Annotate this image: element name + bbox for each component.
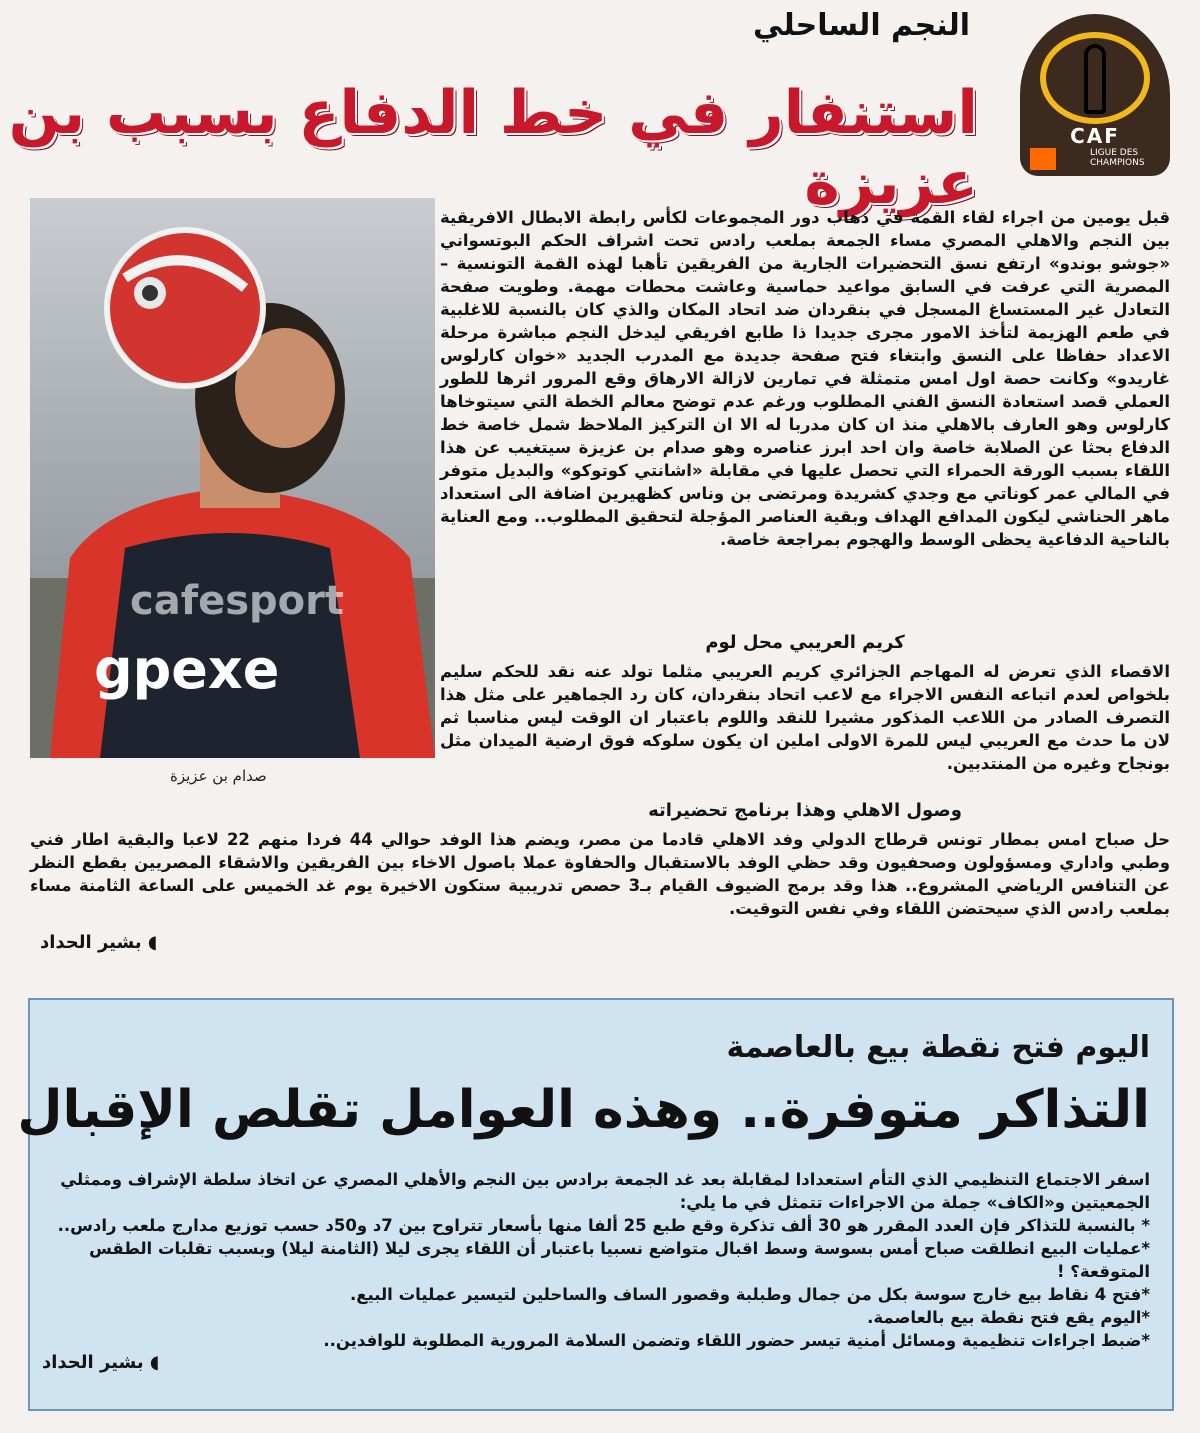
list-item: * بالنسبة للتذاكر فإن العدد المقرر هو 30 ألف تذكرة وقع طبع 25 ألفا منها بأسعار تتراوح بين 7د و50د حسب توزيع مدارج ملعب رادس.. bbox=[57, 1216, 1150, 1235]
box-byline: ◖ بشير الحداد bbox=[42, 1352, 160, 1373]
box-intro: اسفر الاجتماع التنظيمي الذي التأم استعدادا لمقابلة بعد غد الجمعة برادس بين النجم والأهلي المصري عن اتخاذ سلطة الإشراف وممثلي الجمعيتين و«الكاف» جملة من الاجراءات تتمثل في ما يلي: bbox=[60, 1170, 1150, 1212]
article-subheading: وصول الاهلي وهذا برنامج تحضيراته bbox=[648, 800, 962, 821]
orange-sponsor-logo bbox=[1030, 148, 1056, 170]
box-body bbox=[50, 1168, 1150, 1352]
box-kicker: اليوم فتح نقطة بيع بالعاصمة bbox=[726, 1030, 1150, 1065]
article-paragraph: قبل يومين من اجراء لقاء القمة في ذهاب دور المجموعات لكأس رابطة الابطال الافريقية بين النجم والاهلي المصري مساء الجمعة بملعب رادس تحت اشراف الحكم البوتسواني «جوشو بوندو» ارتفع نسق التحضيرات الجارية من الفريقين تأهبا لهذه القمة التونسية – المصرية التي عرفت في السابق مواعيد حماسية وعاشت محطات مهمة. وطويت صفحة التعادل غير المستساغ المسجل في بنقردان ضد اتحاد المكان والذي كان بالنسبة للاغلبية في طعم الهزيمة لتأخذ الامور مجرى جديدا ذا طابع افريقي ليدخل النجم مباشرة مرحلة الاعداد حفاظا على النسق وابتغاء فتح صفحة جديدة مع المدرب الجديد «خوان كارلوس غاريدو» وكانت حصة اول امس متمثلة في تمارين لازالة الارهاق وقع المرور اثرها للطور العملي قصد استعادة النسق الفني المطلوب ورغم عدم توضح معالم الخطة التي سيتوخاها كارلوس وهو العارف بالاهلي منذ ان كان مدربا له الا ان التركيز الملاحظ شمل خاصة خط الدفاع بحثا عن الصلابة خاصة وان احد ابرز عناصره وهو صدام بن عزيزة سيتغيب عن هذا اللقاء بسبب الورقة الحمراء التي تحصل عليها في مقابلة «اشانتي كوتوكو» والبديل متوفر في المالي عمر كوناتي مع وجدي كشريدة ومرتضى بن وناس كظهيرين اضافة الى استعداد ماهر الحناشي ليكون المدافع الهداف وبقية العناصر المؤجلة لتحقيق المطلوب.. ومع العناية بالناحية الدفاعية يحظى الوسط والهجوم بمراجعة خاصة. bbox=[440, 208, 1170, 549]
player-photo bbox=[30, 198, 435, 758]
article-kicker: النجم الساحلي bbox=[753, 8, 970, 43]
caf-champions-league-logo bbox=[1020, 14, 1170, 176]
byline-name: بشير الحداد bbox=[42, 1352, 144, 1373]
watermark: cafesport bbox=[130, 578, 345, 624]
trophy-icon bbox=[1084, 44, 1106, 114]
article-subheading: كريم العريبي محل لوم bbox=[705, 632, 905, 653]
article-byline: ◖ بشير الحداد bbox=[40, 932, 158, 953]
logo-subtitle: LIGUE DES CHAMPIONS bbox=[1090, 148, 1145, 168]
article-headline: استنفار في خط الدفاع بسبب بن عزيزة bbox=[8, 78, 978, 218]
article-paragraph: حل صباح امس بمطار تونس قرطاج الدولي وفد الاهلي قادما من مصر، ويضم هذا الوفد حوالي 44 فردا منهم 22 لاعبا والبقية اطار فني وطبي واداري ومسؤولون وصحفيون وقد حظي الوفد بالاستقبال والحفاوة عملا باصول الاخاء بين الفريقين والاشقاء المصريين بقطع النظر عن التنافس الرياضي المشروع.. هذا وقد برمج الضيوف القيام بـ3 حصص تدريبية ستكون الاخيرة يوم غد الخميس على الساعة الثامنة مساء بملعب رادس الذي سيحتضن اللقاء وفي نفس التوقيت. bbox=[30, 830, 1170, 918]
list-item: *فتح 4 نقاط بيع خارج سوسة بكل من جمال وطبلبة وقصور الساف والساحلين لتيسير عمليات البيع. bbox=[349, 1285, 1150, 1304]
list-item: *ضبط اجراءات تنظيمية ومسائل أمنية تيسر حضور اللقاء وتضمن السلامة المرورية المطلوبة للوافدين.. bbox=[323, 1331, 1150, 1350]
article-paragraph: الاقصاء الذي تعرض له المهاجم الجزائري كريم العريبي مثلما تولد عنه نقد للحكم سليم بلخواص لعدم اتباعه النفس الاجراء مع لاعب اتحاد بنقردان، كان رد الجماهير على مثل هذا التصرف الصادر من اللاعب المذكور مشيرا للنقد واللوم باعتبار ان الوقت ليس مناسبا ثم لان ما حدث مع العريبي ليس للمرة الاولى املين ان يكون سلوكه فوق ارضية الميدان مثل بونجاح وغيره من المنتدبين. bbox=[440, 662, 1170, 773]
list-item: *اليوم يقع فتح نقطة بيع بالعاصمة. bbox=[867, 1308, 1150, 1327]
photo-caption: صدام بن عزيزة bbox=[170, 767, 267, 785]
logo-title: CAF bbox=[1070, 124, 1120, 148]
box-headline: التذاكر متوفرة.. وهذه العوامل تقلص الإقبال bbox=[17, 1080, 1150, 1140]
jersey-sponsor-text: gpexe bbox=[94, 638, 280, 701]
list-item: *عمليات البيع انطلقت صباح أمس بسوسة وسط اقبال متواضع نسبيا باعتبار أن اللقاء يجرى ليلا (الثامنة ليلا) وبسبب تقلبات الطقس المتوقعة؟ ! bbox=[89, 1239, 1150, 1281]
byline-name: بشير الحداد bbox=[40, 932, 142, 953]
